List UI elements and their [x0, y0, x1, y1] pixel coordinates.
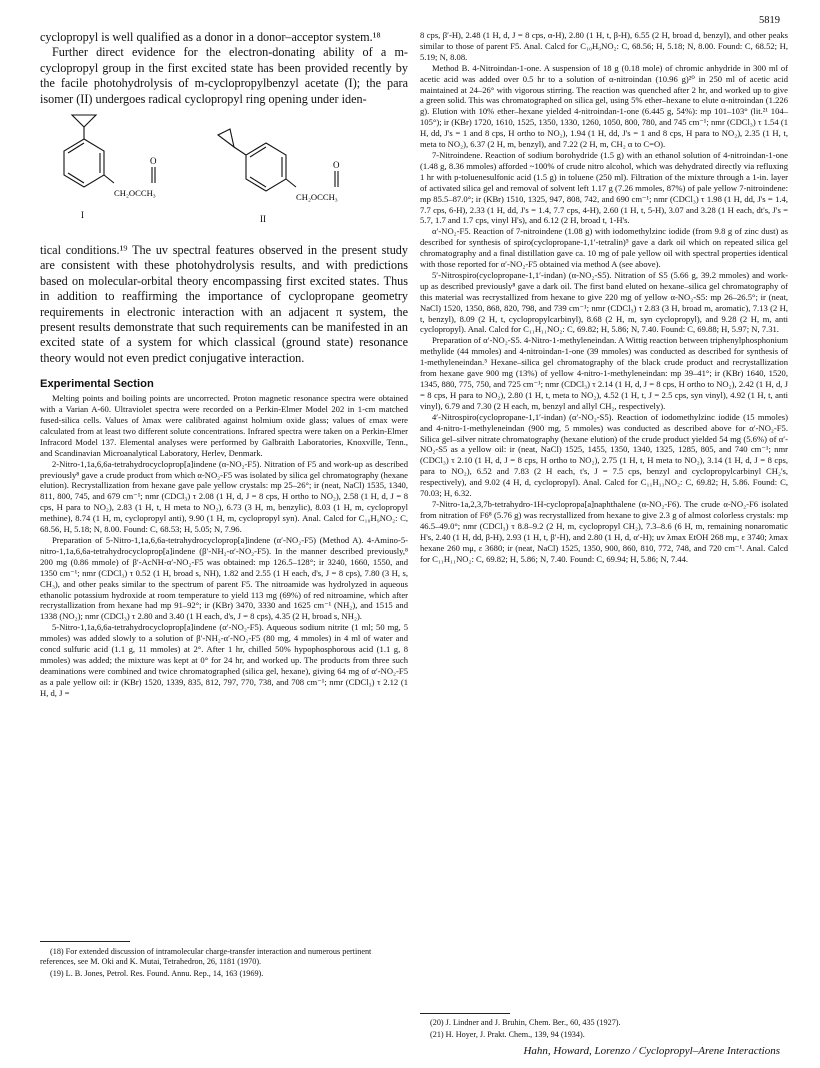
- carbonyl-o-I: O: [150, 156, 157, 167]
- substituent-II: CH₂OCCH₃: [296, 192, 338, 203]
- exp-paragraph-2: 2-Nitro-1,1a,6,6a-tetrahydrocycloprop[a]indene (α-NO₂-F5). Nitration of F5 and work-up as described previously⁸ gave a crude product from which α-NO₂-F5 was isolated by silica gel chromatography (hexane elution). Recrystallization from hexane gave pale yellow crystals: mp 25–26°; ir (neat, NaCl) 1535, 1340, 811, 800, 745, and 679 cm⁻¹; nmr (CDCl₃) τ 2.08 (1 H, d, J = 8 cps, H ortho to NO₂), 2.58 (1 H, d, J = 8 cps, H para to NO₂), 2.83 (1 H, t, H meta to NO₂), 6.73 (3 H, m, benzylic), 8.03 (1 H, m, cyclopropyl methine), 8.74 (1 H, m, cyclopropyl anti), 9.90 (1 H, m, cyclopropyl syn). Anal. Calcd for C₁₀H₉NO₂: C, 68.56, H, 5.18; N, 8.00. Found: C, 68.53; H, 5.05; N, 7.96.: [40, 458, 408, 535]
- exp-paragraph-11: 4′-Nitrospiro(cyclopropane-1,1′-indan) (α′-NO₂-S5). Reaction of iodomethylzinc iodide (15 mmoles) and 4-nitro-1-methyleneindan (900 mg, 5 mmoles) was conducted as described above for α′-NO₂-F5. Silica gel–silver nitrate chromatography (hexane elution) of the crude product yielded 54 mg (5.6%) of α′-NO₂-S5 as a yellow oil: ir (neat, NaCl) 1525, 1455, 1350, 1340, 1325, 1285, 805, and 740 cm⁻¹; nmr (CDCl₃) τ 2.10 (1 H, d, J = 8 cps, H ortho to NO₂), 2.75 (1 H, t, H meta to NO₂), 3.14 (1 H, d, J = 8 cps, para to NO₂), 6.52 and 7.83 (2 H each, t's, J = 7.5 cps, benzyl and cyclopropylcarbinyl CH₂'s, respectively), and 9.02 (4 H, d, cyclopropyl). Anal. Calcd for C₁₁H₁₁NO₂: C, 69.82; H, 5.86. Found: C, 70.03; H, 6.32.: [420, 411, 788, 499]
- exp-paragraph-4: 5-Nitro-1,1a,6,6a-tetrahydrocycloprop[a]indene (α′-NO₂-F5). Aqueous sodium nitrite (1 ml; 50 mg, 5 mmoles) was added slowly to a solution of β′-NH₂-α′-NO₂-F5 (80 mg, 4 mmoles) in 4 ml of water and concd sulfuric acid (1.1 g, 11 mmoles) at 2°. After 1 hr, chilled 50% hypophosphorous acid (1.1 g, 8 mmoles) was added; the mixture was kept at 0° for 24 hr, and worked up. The products from three such deaminations were combined and twice chromatographed (silica gel, hexane), giving 64 mg of α′-NO₂-F5 as a pale yellow oil: ir (KBr) 1520, 1339, 835, 812, 797, 770, 738, and 708 cm⁻¹; nmr (CDCl₃) τ 2.12 (1 H, d, J =: [40, 622, 408, 698]
- exp-paragraph-5: 8 cps, β′-H), 2.48 (1 H, d, J = 8 cps, α-H), 2.80 (1 H, t, β-H), 6.55 (2 H, broad d, benzyl), and other peaks similar to those of parent F5. Anal. Calcd for C₁₀H₉NO₂: C, 68.56; H, 5.18; N, 8.00. Found: C, 68.52; H, 5.19; N, 8.08.: [420, 30, 788, 62]
- footnote-20: (20) J. Lindner and J. Bruhin, Chem. Ber., 60, 435 (1927).: [430, 1018, 621, 1027]
- intro-paragraph-3: tical conditions.¹⁹ The uv spectral features observed in the present study are consistent with these photohydrolysis results, and with predictions based on molecular-orbital theory encompassing first excited states. Thus in addition to reaffirming the importance of cyclopropane geometry requirements in electronic interaction with an adjacent π system, the present results demonstrate that such requirements can be manifested in an excited state of a system for which classical (ground state) resonance theory would not even predict conjugative interaction.: [40, 243, 408, 365]
- section-title: Experimental Section: [40, 378, 154, 391]
- footnotes-right: [420, 1018, 788, 1042]
- cyclopropyl-ring-I: [72, 115, 96, 127]
- footnote-rule-left: [40, 941, 130, 942]
- running-footer: Hahn, Howard, Lorenzo / Cyclopropyl–Arene Interactions: [523, 1045, 780, 1057]
- benzene-ring-I: [64, 139, 104, 187]
- right-column: [420, 30, 788, 564]
- exp-paragraph-9: 5′-Nitrospiro(cyclopropane-1,1′-indan) (α-NO₂-S5). Nitration of S5 (5.66 g, 39.2 mmoles) and work-up as described previously⁸ gave a dark oil. The first band eluted on hexane–silica gel chromatography of this material was recrystallized from hexane to give 220 mg of yellow α-NO₂-S5: mp 26–26.5°; ir (neat, NaCl) 1520, 1350, 868, 820, 798, and 739 cm⁻¹; nmr (CDCl₃) τ 2.83 (3 H, broad m, aromatic), 7.13 (2 H, t, benzyl), 8.09 (2 H, t, cyclopropylcarbinyl), 8.68 (2 H, m, syn cyclopropyl), and 9.28 (2 H, m, anti cyclopropyl). Anal. Calcd for C₁₁H₁₁NO₂: C, 69.82; H, 5.86; N, 7.40. Found: C, 69.88; H, 5.97; N, 7.31.: [420, 269, 788, 335]
- exp-paragraph-8: α′-NO₂-F5. Reaction of 7-nitroindene (1.08 g) with iodomethylzinc iodide (from 9.8 g of zinc dust) as described for synthesis of spiro(cyclopropane-1,1′-tetralin)⁵ gave a dark oil which on repeated silica gel chromatography and a final distillation gave ca. 10 mg of pale yellow oil with spectral properties identical with those reported for α′-NO₂-F5 obtained via method A (see above).: [420, 226, 788, 270]
- footnote-18: (18) For extended discussion of intramolecular charge-transfer interaction and numerous pertinent references, see M. Oki and K. Mutai, Tetrahedron, 26, 1181 (1970).: [40, 947, 372, 967]
- exp-paragraph-7: 7-Nitroindene. Reaction of sodium borohydride (1.5 g) with an ethanol solution of 4-nitroindan-1-one (1.48 g, 8.36 mmoles) afforded ~100% of crude nitro alcohol, which was dehydrated directly via refluxing 1 hr with p-toluenesulfonic acid (1.5 g) in toluene (250 ml). Filtration of the mixture through a 1-in. layer of activated silica gel and removal of solvent left 1.17 g (7.26 mmoles, 87%) of pale yellow 7-nitroindene: mp 85.5–87.0°; ir (KBr) 1510, 1325, 947, 808, 742, and 690 cm⁻¹; nmr (CDCl₃) τ 1.98 (1 H, dd, J's = 1.4, 7.7 cps, 6-H), 2.33 (1 H, dd, J's = 1.4, 7.7 cps, 4-H), 2.60 (1 H, t, 5-H), 3.07 and 3.28 (1 H each, dt's, J's = 5.7, 1.7 and 1.7 cps, vinyl H's), and 6.12 (2 H, broad t, 1-H's.: [420, 149, 788, 226]
- page-number: 5819: [759, 15, 780, 26]
- exp-paragraph-10: Preparation of α′-NO₂-S5. 4-Nitro-1-methyleneindan. A Wittig reaction between triphenylphosphonium methylide (44 mmoles) and 4-nitroindan-1-one (39 mmoles) was conducted as described for synthesis of 1-methyleneindan.⁵ Hexane–silica gel chromatography of the black crude product and recrystallization from hexane gave 900 mg (13%) of yellow 4-nitro-1-methyleneindan: mp 39–41°; ir (KBr) 1640, 1520, 1345, 880, 775, 750, and 725 cm⁻¹; nmr (CDCl₃) τ 2.14 (1 H, d, J = 8 cps, H ortho to NO₂), 2.42 (1 H, d, J = 8 cps, H para to NO₂), 2.80 (1 H, t, meta to NO₂), 4.52 (1 H, t, J = 2.5 cps, syn vinyl), 4.92 (1 H, t, anti vinyl), 6.79 and 7.30 (2 H each, m, benzyl and allyl CH₂, respectively).: [420, 335, 788, 411]
- exp-paragraph-3: Preparation of 5-Nitro-1,1a,6,6a-tetrahydrocycloprop[a]indene (α′-NO₂-F5) (Method A). 4-Amino-5-nitro-1,1a,6,6a-tetrahydrocycloprop[a]indene (β′-NH₂-α′-NO₂-F5). In the manner described previously,⁸ 200 mg (0.86 mmole) of β′-AcNH-α′-NO₂-F5 was obtained: mp 126.5–128°; ir 3240, 1660, 1550, and 1350 cm⁻¹; nmr (CDCl₃) τ 0.52 (1 H, broad s, NH), 1.82 and 2.55 (1 H each, d's, J = 8 cps), 7.80 (3 H, s, CH₃), and other peaks similar to the spectrum of parent F5. The nitroamide was hydrolyzed in aqueous ethanolic potassium hydroxide at room temperature to yield 113 mg (69%) of red nitroamine, which after recrystallization from hexane had mp 91–92°; ir (KBr) 3470, 3330 and 1625 cm⁻¹ (NH₂), and 1515 and 1338 (NO₂); nmr (CDCl₃) τ 2.80 and 3.40 (1 H each, d's, J = 8 cps), 4.35 (2 H, broad s, NH₂).: [40, 534, 408, 622]
- benzene-ring-II: [246, 143, 286, 191]
- structure-label-II: II: [260, 214, 266, 225]
- intro-paragraph-1: cyclopropyl is well qualified as a donor in a donor–acceptor system.¹⁸: [40, 30, 381, 44]
- chemical-structures: [40, 111, 408, 237]
- exp-paragraph-1: Melting points and boiling points are uncorrected. Proton magnetic resonance spectra were obtained with a Varian A-60. Ultraviolet spectra were recorded on a Perkin-Elmer Model 202 in 1-cm matched fused-silica cells. Values of λmax were calibrated against holmium oxide glass; values of εmax were calculated from at least two different solute concentrations. Infrared spectra were taken on a Perkin-Elmer Infracord Model 137. Elemental analyses were performed by Galbraith Laboratories, Knoxville, Tenn., and Scandinavian Microanalytical Laboratory, Herlev, Denmark.: [40, 393, 408, 458]
- carbonyl-o-II: O: [333, 160, 340, 171]
- structure-label-I: I: [81, 210, 84, 221]
- exp-paragraph-6: Method B. 4-Nitroindan-1-one. A suspension of 18 g (0.18 mole) of chromic anhydride in 300 ml of acetic acid was added over 0.5 hr to a solution of α-nitroindan (10.96 g)²⁰ in 250 ml of acetic acid maintained at 24–26° with vigorous stirring. The reaction was quenched after 2 hr, and worked up to give a green solid. This was chromatographed on silica gel, using 5% ether–hexane to elute α-nitroindan (1.226 g). Elution with 10% ether–hexane yielded 4-nitroindan-1-one (6.445 g, 54%): mp 101–103° (lit.²¹ 104–105°); ir (KBr) 1720, 1610, 1525, 1350, 1330, 1260, 1050, 800, 780, and 745 cm⁻¹; nmr (CDCl₃) τ 1.54 (1 H, dd, J's = 1 and 8 cps, H ortho to NO₂), 1.94 (1 H, dd, J's = 1 and 8 cps, H para to NO₂), 2.35 (1 H, t, meta to NO₂), 6.37 (2 H, m, benzyl), and 7.22 (2 H, m, CH₂ α to C=O).: [420, 62, 788, 150]
- footnote-19: (19) L. B. Jones, Petrol. Res. Found. Annu. Rep., 14, 163 (1969).: [50, 969, 264, 979]
- intro-paragraph-2: Further direct evidence for the electron-donating ability of a m-cyclopropyl group in the first excited state has been provided recently by the facile photohydrolysis of m-cyclopropylbenzyl acetate (I); the para isomer (II) undergoes radical cyclopropyl ring opening under iden-: [40, 45, 408, 106]
- cyclopropyl-ring-II: [218, 129, 234, 147]
- footnote-rule-right: [420, 1013, 510, 1014]
- footnotes-left: [40, 947, 408, 982]
- left-column: [40, 30, 408, 699]
- footnote-21: (21) H. Hoyer, J. Prakt. Chem., 139, 94 (1934).: [430, 1030, 585, 1040]
- structure-drawing: [40, 111, 408, 237]
- exp-paragraph-12: 7-Nitro-1a,2,3,7b-tetrahydro-1H-cyclopropa[a]naphthalene (α-NO₂-F6). The crude α-NO₂-F6 isolated from nitration of F6⁸ (5.76 g) was recrystallized from hexane to give 2.3 g of almost colorless crystals: mp 46.5–49.0°; nmr (CDCl₃) τ 8.8–9.2 (2 H, m, cyclopropyl CH₂), 7.3–8.6 (6 H, m, remaining nonaromatic H's, 2.40 (1 H, dd, β-H), 2.93 (1 H, t, β′-H), and 2.80 (1 H, d, α′-H); uv λmax EtOH 268 mμ, ε 3740; λmax hexane 260 mμ, ε 3680; ir (neat, NaCl) 1525, 1350, 900, 860, 810, 772, 748, and 720 cm⁻¹. Anal. Calcd for C₁₁H₁₁NO₂: C, 69.82; H, 5.86; N, 7.40. Found: C, 69.94; H, 5.86; N, 7.44.: [420, 498, 788, 564]
- substituent-I: CH₂OCCH₃: [114, 188, 156, 199]
